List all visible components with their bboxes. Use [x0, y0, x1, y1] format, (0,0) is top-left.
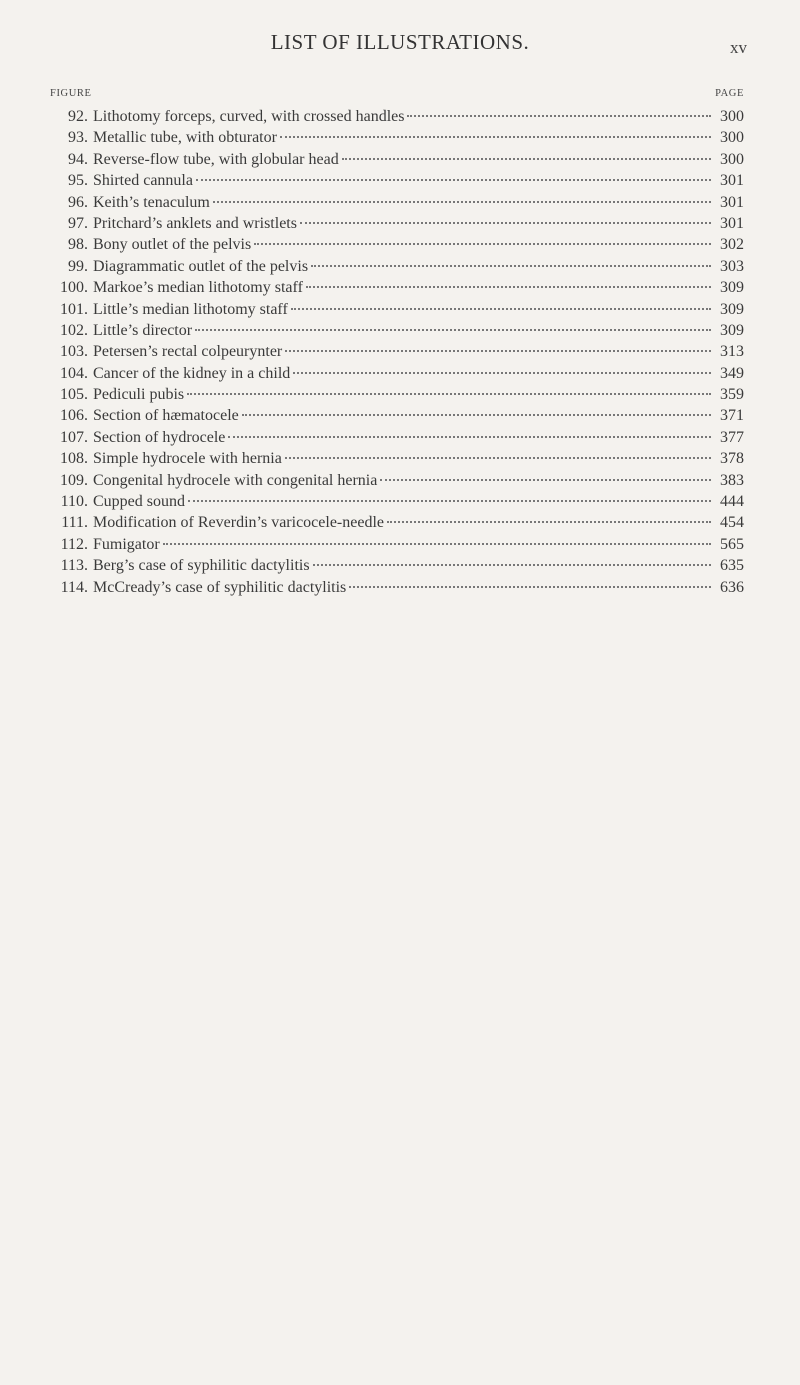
figure-page: 309: [720, 300, 744, 318]
figure-title: Diagrammatic outlet of the pelvis: [93, 257, 309, 275]
figure-title: Cancer of the kidney in a child: [93, 364, 291, 382]
figure-page: 378: [720, 450, 744, 468]
dot-leader: [228, 436, 711, 438]
figure-title: Pritchard’s anklets and wristlets: [93, 214, 297, 232]
figure-number: 113.: [60, 557, 88, 575]
figure-page: 313: [720, 343, 744, 361]
figure-title: Bony outlet of the pelvis: [93, 236, 252, 254]
figure-page: 454: [720, 514, 744, 532]
list-item: [50, 470, 744, 491]
figure-title: Section of hæmatocele: [93, 407, 239, 425]
figure-number: 104.: [60, 364, 88, 382]
dot-leader: [407, 115, 711, 117]
figure-number: 108.: [60, 450, 88, 468]
page-column-header: PAGE: [715, 88, 744, 99]
dot-leader: [387, 521, 711, 523]
dot-leader: [195, 329, 711, 331]
figure-page: 300: [720, 108, 744, 125]
running-title: LIST OF ILLUSTRATIONS.: [270, 30, 530, 54]
figure-number: 103.: [60, 343, 88, 361]
dot-leader: [342, 158, 711, 160]
figure-page: 301: [720, 214, 744, 232]
dot-leader: [300, 222, 711, 224]
dot-leader: [188, 500, 711, 502]
figure-number: 112.: [60, 535, 88, 553]
list-item: [50, 405, 744, 426]
figure-page: 301: [720, 193, 744, 211]
dot-leader: [213, 201, 711, 203]
figure-title: Modification of Reverdin’s varicocele-needle: [93, 514, 384, 532]
figure-number: 92.: [68, 108, 88, 125]
list-item: [50, 491, 744, 512]
dot-leader: [291, 308, 711, 310]
dot-leader: [349, 586, 711, 588]
figure-page: 377: [720, 428, 744, 446]
figure-number: 95.: [68, 172, 88, 190]
dot-leader: [306, 286, 711, 288]
list-item: [50, 384, 744, 405]
dot-leader: [196, 179, 711, 181]
list-item: [50, 149, 744, 170]
list-item: [50, 534, 744, 555]
figure-title: Fumigator: [93, 535, 160, 553]
figure-title: Little’s median lithotomy staff: [93, 300, 288, 318]
figure-page: 309: [720, 279, 744, 297]
figure-number: 96.: [68, 193, 88, 211]
figure-number: 99.: [68, 257, 88, 275]
figure-page: 444: [720, 493, 744, 511]
page-number: xv: [730, 38, 747, 57]
list-item: [50, 106, 744, 127]
figure-title: Keith’s tenaculum: [93, 193, 210, 211]
figure-number: 93.: [68, 129, 88, 147]
dot-leader: [163, 543, 711, 545]
figure-title: Cupped sound: [93, 493, 185, 511]
figure-page: 300: [720, 150, 744, 168]
column-headers: [50, 88, 744, 104]
list-item: [50, 256, 744, 277]
figure-page: 301: [720, 172, 744, 190]
list-item: [50, 299, 744, 320]
list-item: [50, 341, 744, 362]
figure-title: McCready’s case of syphilitic dactylitis: [93, 578, 347, 596]
figure-page: 309: [720, 321, 744, 339]
figure-number: 102.: [60, 321, 88, 339]
list-item: [50, 170, 744, 191]
list-item: [50, 577, 744, 598]
figure-title: Simple hydrocele with hernia: [93, 450, 282, 468]
figure-number: 100.: [60, 279, 88, 297]
figure-page: 565: [720, 535, 744, 553]
dot-leader: [311, 265, 711, 267]
figure-number: 98.: [68, 236, 88, 254]
figure-title: Markoe’s median lithotomy staff: [93, 279, 303, 297]
figure-title: Pediculi pubis: [93, 386, 185, 404]
list-item: [50, 234, 744, 255]
list-item: [50, 512, 744, 533]
figure-number: 107.: [60, 428, 88, 446]
list-item: [50, 213, 744, 234]
figure-title: Berg’s case of syphilitic dactylitis: [93, 557, 310, 575]
figure-column-header: FIGURE: [50, 88, 92, 99]
figure-page: 371: [720, 407, 744, 425]
list-item: [50, 555, 744, 576]
figure-number: 101.: [60, 300, 88, 318]
list-item: [50, 427, 744, 448]
figure-title: Reverse-flow tube, with globular head: [93, 150, 339, 168]
figure-number: 114.: [60, 578, 88, 596]
figure-title: Petersen’s rectal colpeurynter: [93, 343, 283, 361]
running-head: [0, 30, 800, 60]
list-item: [50, 363, 744, 384]
figure-title: Section of hydrocele: [93, 428, 226, 446]
figure-page: 383: [720, 471, 744, 489]
figure-number: 106.: [60, 407, 88, 425]
list-item: [50, 448, 744, 469]
figure-page: 359: [720, 386, 744, 404]
figure-title: Little’s director: [93, 321, 193, 339]
dot-leader: [285, 457, 711, 459]
figure-number: 109.: [60, 471, 88, 489]
dot-leader: [313, 564, 711, 566]
list-item: [50, 127, 744, 148]
figure-title: Lithotomy forceps, curved, with crossed handles: [93, 108, 405, 125]
figure-page: 303: [720, 257, 744, 275]
dot-leader: [187, 393, 711, 395]
dot-leader: [293, 372, 711, 374]
list-item: [50, 277, 744, 298]
figure-title: Metallic tube, with obturator: [93, 129, 277, 147]
illustrations-list: [50, 106, 744, 598]
figure-page: 349: [720, 364, 744, 382]
figure-number: 97.: [68, 214, 88, 232]
dot-leader: [242, 414, 711, 416]
figure-number: 110.: [60, 493, 88, 511]
figure-page: 635: [720, 557, 744, 575]
figure-number: 94.: [68, 150, 88, 168]
figure-number: 105.: [60, 386, 88, 404]
figure-page: 302: [720, 236, 744, 254]
dot-leader: [254, 243, 711, 245]
figure-page: 300: [720, 129, 744, 147]
figure-page: 636: [720, 578, 744, 596]
list-item: [50, 320, 744, 341]
dot-leader: [285, 350, 711, 352]
list-item: [50, 192, 744, 213]
figure-title: Congenital hydrocele with congenital hernia: [93, 471, 378, 489]
dot-leader: [380, 479, 711, 481]
figure-number: 111.: [61, 514, 88, 532]
figure-title: Shirted cannula: [93, 172, 193, 190]
dot-leader: [280, 136, 711, 138]
